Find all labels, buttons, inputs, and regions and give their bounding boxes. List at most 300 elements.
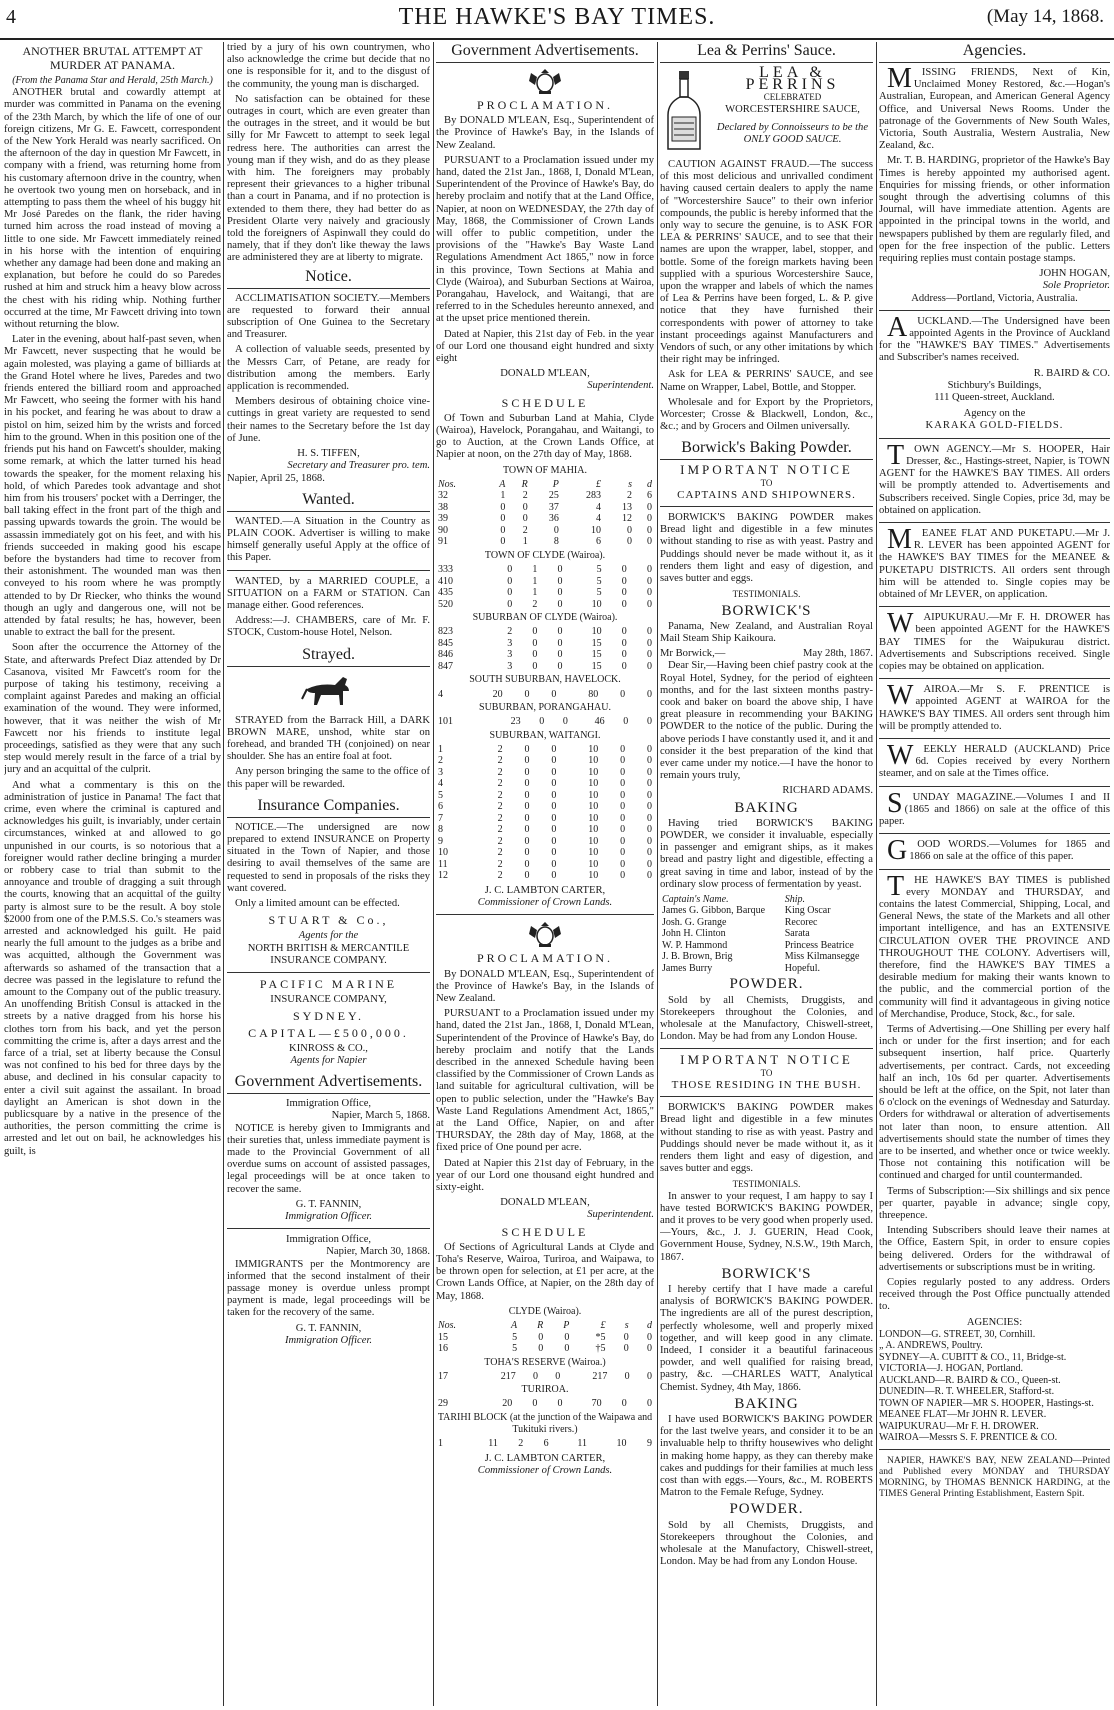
table-row [436,536,654,548]
notice-text: Members desirous of obtaining choice vine-cuttings in great variety are requested to send their names to the Secretary before the 1st day of June. [227,396,430,444]
table-cell: 0 [647,626,652,638]
table-cell: 0 [647,801,652,813]
table-header-row [436,1320,654,1332]
table-cell: 0 [533,1370,539,1382]
table-cell: 2 [497,835,503,847]
town-agency: TOWN AGENCY.—Mr S. HOOPER, Hair Dresser, &c., Hastings-street, Napier, is TOWN AGENT for the HAWKE'S BAY TIMES. All orders will be promptly attended to. Advertisements and Subscribers received. Single Copies, price 3d, may be obtained on application. [879,439,1110,516]
table-cell: 1 [500,490,506,502]
testimonials-label: TESTIMONIALS. [732,1179,801,1190]
table-cell: 0 [621,649,627,661]
borwick-brand: BAKING [734,799,799,816]
table-cell: 0 [647,587,652,599]
table-cell: 0 [647,789,652,801]
table-cell: 5 [438,789,443,801]
divider [879,678,1110,679]
table-cell: 0 [620,847,626,859]
table-cell: 10 [588,789,599,801]
section-heading-government: Government Advertisements. [436,42,654,63]
article-heading: ANOTHER BRUTAL ATTEMPT AT MURDER AT PANAMA. [22,44,203,72]
auckland-agency: AUCKLAND.—The Undersigned have been appointed Agents in the Province of Auckland for the "HAWKE'S BAY TIMES." Advertisements and Subscriber's names received. [879,311,1110,364]
proclamation-dated: Dated at Napier this 21st day of February, in the year of our Lord one thousand eight hundred and sixty-eight. [436,1157,654,1193]
table-row [660,940,873,952]
table-cell: 0 [647,1370,652,1382]
table-cell: 23 [510,716,521,728]
table-cell: 46 [594,716,605,728]
borwick-sold: Sold by all Chemists, Druggists, and Storekeepers throughout the Colonies, and wholesale at the Manufactory, Chiswell-street, London. May be had from any London House. [660,994,873,1043]
table-cell: 90 [438,524,448,536]
column-notices [227,42,430,1706]
table-cell: 0 [524,812,530,824]
section-heading-insurance: Insurance Companies. [227,797,430,818]
important-audience: CAPTAINS AND SHIPOWNERS. [677,488,856,501]
table-row [436,859,654,871]
table-cell: 6 [595,536,601,548]
table-cell: 12 [438,870,448,882]
table-cell: 0 [621,587,627,599]
agencies-list [879,1329,1110,1444]
land-table-title: CLYDE (Wairoa). [508,1305,582,1317]
table-cell: 2 [497,743,503,755]
missing-friends-ad: MISSING FRIENDS, Next of Kin, Unclaimed Money Restored, &c.—Hogan's Australian, European, and American General Agency Office, and Universal News Rooms. Under the patronage of the Governments of New South Wales, Victoria, South Australia, Western Australia, New Zealand, &c. [879,63,1110,152]
table-header-cell: A [510,1320,518,1331]
table-cell: 217 [592,1370,608,1382]
table-cell: 36 [548,513,559,525]
land-table [436,689,654,701]
table-cell: 0 [507,587,513,599]
table-cell: 0 [647,688,652,700]
important-audience: THOSE RESIDING IN THE BUSH. [671,1078,862,1091]
land-table [436,744,654,882]
table-header-cell: d [647,1320,652,1331]
table-cell: 0 [623,1343,629,1354]
borwick-testimonial: I hereby certify that I have made a careful analysis of BORWICK'S BAKING POWDER. The ingredients are all of the purest description, perfectly wholesome, well and properly mixed together, and will keep good in any climate. Indeed, I consider it a beautiful farinaceous powder, and well qualified for raising bread, pastry, &c. —CHARLES WATT, Analytical Chemist. Sydney, 4th May, 1866. [660,1283,873,1393]
table-cell: 0 [524,755,530,767]
divider [879,310,1110,311]
table-cell: 10 [588,870,599,882]
land-table-title: TOWN OF CLYDE (Wairoa). [484,549,606,561]
table-cell: 0 [551,835,557,847]
commissioner-title: Commissioner of Crown Lands. [477,897,613,909]
table-cell: 0 [522,501,528,513]
table-cell: 0 [620,743,626,755]
borwick-testimonial: Having tried BORWICK'S BAKING POWDER, we consider it invaluable, especially in passenger and emigrant ships, as it makes bread and pastry light and digestible, effecting a great saving in time and labor, instead of by the ordinary slow process of fermentation by yeast. [660,817,873,890]
land-table-title: SUBURBAN, PORANGAHAU. [479,702,611,713]
table-cell: 2 [497,755,503,767]
table-row [436,870,654,882]
divider [227,1228,430,1229]
table-cell: 25 [548,490,559,502]
lea-perrins-product: WORCESTERSHIRE SAUCE, [725,103,860,115]
column-advertisements [660,42,873,1706]
immigration-notice: NOTICE is hereby given to Immigrants and their sureties that, unless immediate payment is made to the Provincial Government of all overdue sums on account of assisted passages, legal proceedings will be at once taken to recover the same. [227,1122,430,1195]
table-row [436,1398,654,1410]
article-paragraph: Soon after the occurrence the Attorney of the State, and afterwards Prefect Diaz attended by Dr Casanova, visited Mr Fawcett's room for the purpose of taking his testimony, receiving a complaint against Paredes and making an official examination of the wound. They were informed, however, that it was neither the wish of Mr Fawcett nor his friends to institute legal proceedings, satisfied as they were that any such step would merely result in the farce of a trial by jury and an acquittal of the culprit. [4,642,221,776]
table-cell: 823 [438,626,453,638]
table-cell: 5 [512,1331,518,1343]
divider [660,506,873,507]
table-cell: 0 [620,789,626,801]
column-government [436,42,654,1706]
divider [879,606,1110,607]
table-cell: 8 [553,536,559,548]
table-row [660,963,873,975]
section-heading-agencies: Agencies. [879,42,1110,63]
divider [227,972,430,973]
table-cell: 2 [497,812,503,824]
table-cell: 1 [532,575,538,587]
table-row [436,744,654,756]
page-number: 4 [6,6,16,28]
commissioner-signature: J. C. LAMBTON CARTER, [484,884,606,896]
table-cell: 0 [500,524,506,536]
lea-perrins-name: LEA & PERRINS [745,64,840,94]
table-cell: 3 [507,660,513,672]
newspaper-title: THE HAWKE'S BAY TIMES. [398,4,716,30]
table-row [436,790,654,802]
lea-perrins-celebrated: CELEBRATED [763,92,822,103]
section-heading-strayed: Strayed. [227,646,430,667]
table-cell: 0 [557,598,563,610]
section-heading-wanted: Wanted. [227,491,430,512]
land-table-title: TOHA'S RESERVE (Wairoa.) [484,1356,606,1368]
table-cell: 0 [647,564,652,576]
table-cell: 38 [438,501,448,513]
table-cell: 2 [497,789,503,801]
borwick-brand: BORWICK'S [721,602,812,619]
table-cell: 10 [588,766,599,778]
table-cell: 0 [647,766,652,778]
table-cell: 7 [438,812,443,824]
table-row [436,847,654,859]
table-cell: 0 [524,847,530,859]
immigration-signature-title: Immigration Officer. [284,1211,373,1223]
subscription-terms: Terms of Subscription:—Six shillings and six pence per quarter, payable in advance; single copy, threepence. [879,1185,1110,1222]
insurance-notice: NOTICE.—The undersigned are now prepared to extend INSURANCE on Property situated in the Town of Napier, and those desiring to avail themselves of the same are requested to send in proposals of the risks they want covered. [227,821,430,894]
divider [879,869,1110,870]
table-cell: 10 [591,598,602,610]
immigration-office: Immigration Office, [285,1098,372,1110]
table-row [436,1343,654,1355]
borwick-brand: BAKING [734,1395,799,1412]
pacific-subtitle: INSURANCE COMPANY, [270,994,387,1006]
table-cell: 435 [438,587,453,599]
proclamation-signature: DONALD M'LEAN, [500,1197,590,1209]
commissioner-signature: J. C. LAMBTON CARTER, [484,1452,606,1464]
table-cell: 0 [532,626,538,638]
table-cell: 0 [647,870,652,882]
table-cell: 0 [620,778,626,790]
pacific-city: SYDNEY. [292,1009,365,1024]
table-cell: 10 [588,801,599,813]
divider [879,738,1110,739]
table-cell: 2 [518,1438,524,1450]
table-row [436,836,654,848]
table-row [436,564,654,576]
sauce-bottle-icon [660,69,708,153]
table-header-cell: s [624,1320,629,1331]
immigration-office: Immigration Office, [285,1234,372,1246]
land-table [436,1398,654,1410]
table-cell: 0 [564,1331,570,1343]
table-cell: 0 [624,1370,630,1382]
borwick-brand: POWDER. [729,976,804,993]
table-cell: †5 [595,1343,606,1354]
agency-list-item: WAIPUKURAU—Mr F. H. DROWER. [879,1420,1039,1432]
table-cell: 20 [502,1398,513,1410]
table-cell: 0 [647,1343,652,1354]
pacific-agent-name: KINROSS & CO., [289,1042,368,1054]
table-cell: 101 [438,716,453,728]
insurance-agent-name: STUART & Co., [268,913,389,928]
table-cell: 3 [507,637,513,649]
table-cell: John H. Clinton [662,928,726,940]
table-cell: 2 [507,626,513,638]
table-cell: 70 [591,1398,602,1410]
table-cell: 6 [647,490,652,502]
table-cell: 410 [438,575,453,587]
land-table-title: TOWN OF MAHIA. [503,464,587,476]
table-row [436,767,654,779]
table-row [436,716,654,728]
section-heading-notice: Notice. [227,268,430,289]
wairoa-agency: WAIROA.—Mr S. F. PRENTICE is appointed AGENT at WAIROA for the HAWKE'S BAY TIMES. All orders sent through him will be promptly attended to. [879,680,1110,732]
table-cell: 0 [539,716,545,728]
table-cell: 0 [551,847,557,859]
table-header-cell: R [537,1320,544,1331]
table-cell: 0 [620,812,626,824]
table-cell: 0 [557,637,563,649]
borwick-testimonial: Dear Sir,—Having been chief pastry cook at the Royal Hotel, Sydney, for the period of eighteen months, and for the last sixteen months pastry-cook and baker on board the above ship, I have great pleasure in recommending your BAKING POWDER to the notice of the public. During the above periods I have constantly used it, and it and consider it the best preparation of the kind that ever came under my notice.—I have the honor to remain yours truly, [660,660,873,782]
table-cell: 5 [596,587,602,599]
auckland-address: 111 Queen-street, Auckland. [934,392,1055,404]
table-row [436,525,654,537]
agency-list-item: WAIROA—Messrs S. F. PRENTICE & CO. [879,1432,1058,1444]
insurance-notice: Only a limited amount can be effected. [235,897,400,909]
article-source: (From the Panama Star and Herald, 25th March.) [12,75,213,86]
table-cell: 0 [500,501,506,513]
land-table [436,1371,654,1383]
table-cell: King Oscar [784,905,831,917]
table-cell: 15 [438,1331,448,1343]
borwick-brand: POWDER. [729,1501,804,1518]
land-table [436,564,654,610]
table-cell: 0 [620,835,626,847]
table-cell: 0 [524,688,530,700]
table-cell: 0 [647,524,652,536]
immigration-signature: G. T. FANNIN, [295,1198,362,1210]
table-cell: 4 [438,778,443,790]
agency-list-item: LONDON—G. STREET, 30, Cornhill. [879,1328,1036,1340]
article-paragraph: ANOTHER brutal and cowardly attempt at murder was committed in Panama on the evening of the 23th March, by which the life of one of our foreign citizens, Mr G. E. Fawcett, correspondent of the New York Herald was nearly sacrificed. On the afternoon of the day in question Mr Fawcett, in company with a friend, was returning home from his customary afternoon drive in the country, when he overtook two young men on horseback, and in attempting to pass them the wheel of his buggy hit Mr José Paredes on the flank, the rider having turned him across the road instead of moving a little to one side. Mr Fawcett immediately reined in his horse with the intention of enquiring whether any damage had been done and making an explanation, but before he could do so Paredes rushed at him and struck him a heavy blow across the chest with his riding whip. Nothing further occurred at the time, Mr Fawcett driving into town without returning the blow. [4,87,221,331]
table-cell: 2 [497,778,503,790]
table-cell: 0 [522,513,528,525]
table-cell: 8 [438,824,443,836]
table-cell: 10 [588,743,599,755]
table-cell: 32 [438,490,448,502]
table-cell: 0 [551,858,557,870]
missing-friends-signature: JOHN HOGAN, [1039,268,1110,280]
table-cell: 0 [524,870,530,882]
table-row [436,649,654,661]
immigration-signature-title: Immigration Officer. [284,1334,373,1346]
table-cell: 29 [438,1398,448,1410]
table-cell: 0 [620,801,626,813]
table-cell: 0 [551,766,557,778]
table-row [436,599,654,611]
table-cell: 0 [647,575,652,587]
table-cell: 11 [488,1438,498,1450]
lea-perrins-wholesale: Wholesale and for Export by the Proprietors, Worcester; Crosse & Blackwell, London, &c., &c.; and by Grocers and Oilmen universally. [660,396,873,433]
article-paragraph: And what a commentary is this on the administration of justice in Panama! The fact that crime, even where the criminal is captured and acknowledges his guilt, is invariably, under certain circumstances, winked at and allowed to go unpunished in our courts, is so notorious that a foreigner would rather decline bringing a murder or robbery case to trial than submit to the annoyance and trouble of dragging a suit through the courts, knowing that an acquittal of the guilty party is almost sure to be the result. A boy stole $2000 from one of the P.M.S.S. Co.'s steamers was arrested and acknowledged his guilt. He paid nearly the full amount to the judges as a bribe and was acquitted, although the Government was afterwards so ashamed of the transaction that a decree was passed in the legislature to refund the amount to the Company out of the public treasury. An unoffending British Consul is attacked in the streets by a native dragged from his horse his clothes torn from his back, and yet the person committing the crime is, after a days arrest and the farce of a trial, set at liberty because the Consul was not confined to his bed for three days by the abuse, and declined in his consular capacity to enter a civil suit against the assailant. In broad daylight an American is shot down in the publicsquare by a native in the presence of the authorities, the person committing the crime is arrested and let out on bail, he acknowledges his guilt, is [4,779,221,1157]
table-cell: 9 [438,835,443,847]
table-cell: 2 [497,870,503,882]
table-cell: 0 [524,824,530,836]
divider [879,1449,1110,1450]
table-cell: 2 [497,824,503,836]
borwick-brand: BORWICK'S [721,1265,812,1282]
table-cell: 0 [524,743,530,755]
agency-list-item: AUCKLAND—R. BAIRD & CO., Queen-st. [879,1374,1061,1386]
table-cell: 0 [647,812,652,824]
table-cell: 0 [647,835,652,847]
important-notice: IMPORTANT NOTICE [680,462,853,478]
table-cell: 0 [507,564,513,576]
proclamation-body: PURSUANT to a Proclamation issued under my hand, dated the 21st Jan., 1868, I, Donald M'Lean, Superintendent of the Province of Hawke's Bay, do hereby proclaim and notify that the Lands described in the annexed Schedule having been classified by the Commissioner of Crown Lands as land suitable for agricultural cultivation, will be open to public selection, under the "Hawke's Bay Waste Land Regulations Amendment Act, 1865," at the Land Office, Napier, on and after THURSDAY, the 28th day of May, 1868, at the fixed price of One pound per acre. [436,1008,654,1154]
table-cell: 0 [621,598,627,610]
land-table-title: SUBURBAN OF CLYDE (Wairoa). [472,612,618,624]
table-cell: 10 [588,812,599,824]
table-cell: 0 [647,1398,652,1410]
proclamation-body: PURSUANT to a Proclamation issued under my hand, dated the 21st Jan., 1868, I, Donald M'Lean, Superintendent of the Province of Hawke's Bay, do hereby proclaim and notify that at the Land Office, Napier, at noon on WEDNESDAY, the 27th day of May, 1868, the Commissioner of Crown Lands will offer to public competition, under the provisions of the "Hawke's Bay Waste Land Regulations Amendment Act 1865," now in force in this province, Town Sections at Mahia and Clyde (Wairoa), and Suburban Sections at Wairoa, Porangahau, Havelock, and Waitangi, that are referred to in the Schedules hereunto annexed, and at the upset price mentioned therein. [436,154,654,325]
table-cell: 0 [507,598,513,610]
table-header-cell: £ [595,478,601,490]
table-cell: 0 [524,789,530,801]
table-cell: 0 [647,716,652,728]
table-cell: 1 [532,587,538,599]
divider [879,522,1110,523]
table-cell: 0 [532,649,538,661]
table-cell: 11 [438,858,448,870]
karaka-agency: Agency on the [963,408,1026,420]
borwick-sold: Sold by all Chemists, Druggists, and Storekeepers throughout the Colonies, and wholesale at the Manufactory, Chiswell-street, London. May be had from any London House. [660,1519,873,1568]
proclamation-signature-title: Superintendent. [587,380,654,392]
table-header-cell: R [521,478,528,490]
table-cell: 0 [551,870,557,882]
borwick-testimonial: In answer to your request, I am happy to say I have tested BORWICK'S BAKING POWDER, and it proves to be very good when properly used.—Yours, &c., J. J. GUERIN, Head Cook, Government House, Sydney, N.S.W., 19th March, 1867. [660,1190,873,1263]
table-cell: 0 [647,1331,652,1343]
notice-text: A collection of valuable seeds, presented by the Messrs Carr, of Petane, are ready for distribution among the members. Early application is recommended. [227,344,430,393]
wanted-ad: WANTED, by a MARRIED COUPLE, a SITUATION on a FARM or STATION. Can manage either. Good references. [227,575,430,611]
proclamation-dated: Dated at Napier, this 21st day of Feb. in the year of our Lord one thousand eight hundred and sixty eight [436,328,654,365]
weekly-herald-ad: WEEKLY HERALD (AUCKLAND) Price 6d. Copies received by every Northern steamer, and on sale at the Times office. [879,739,1110,780]
table-cell: 0 [551,688,557,700]
article-paragraph: Later in the evening, about half-past seven, when Mr Fawcett, never suspecting that he would be again molested, was playing a game of billiards at the Grand Hotel where he lives, Paredes and two friends entered the billiard room and approached Mr Fawcett, who seeing the former with his hand in his pocket, and fearing he was about to draw a pistol on him, seized him by the wrists and forced him to the ground. When in this position one of the friends put his hand on Fawcett's shoulder, making some remark, at which the latter turned his head towards the speaker, for the moment relaxing his hold, of which Paredes took advantage and shot him from his trousers' pocket with a Derringer, the ball taking effect in the front part of the thigh and passing upwards towards the groin. The would be assassin immediately got on his feet, and with his friends succeeded in making good his escape before the bystanders had time to recover from their astonishment. The wounded man was then conveyed to his room where he was promptly attended to by Dr Riecker, who thinks the wound though an ugly and dangerous one, will not be attended by fatal results; he has, however, been unable to extract the ball for the present. [4,334,221,639]
missing-friends-title: Sole Proprietor. [1042,280,1110,292]
table-cell: 11 [577,1438,588,1450]
section-heading-lea-perrins: Lea & Perrins' Sauce. [660,42,873,63]
good-words-ad: GOOD WORDS.—Volumes for 1865 and 1866 on sale at the office of this paper. [887,835,1110,867]
divider [879,438,1110,439]
table-cell: 0 [557,649,563,661]
table-cell: J. B. Brown, Brig [662,951,733,963]
table-cell: 0 [524,858,530,870]
table-cell: 2 [497,847,503,859]
table-cell: 0 [620,755,626,767]
table-row [436,778,654,790]
column-rule [876,42,877,1706]
table-cell: James Burry [662,962,713,974]
table-header-cell: s [628,478,632,490]
table-cell: 0 [500,536,506,548]
strayed-ad: STRAYED from the Barrack Hill, a DARK BROWN MARE, unshod, white star on forehead, and branded TH (conjoined) on near shoulder. She has an entire foal at foot. [227,714,430,763]
auckland-agent: R. BAIRD & CO. [1033,367,1110,379]
table-cell: 0 [627,524,632,536]
table-row [436,801,654,813]
table-row [436,502,654,514]
borwick-description: BORWICK'S BAKING POWDER makes Bread light and digestible in a few minutes without standing to rise as with yeast. Pastry and Puddings should never be made without it, as it renders them light and easy of digestion, and saves butter and eggs. [660,512,873,585]
table-cell: 0 [557,626,563,638]
pacific-agent-label: Agents for Napier [290,1055,367,1066]
table-cell: 0 [551,812,557,824]
land-table [436,1320,654,1355]
table-cell: 2 [497,766,503,778]
table-cell: Josh. G. Grange [662,916,727,928]
sunday-magazine-ad: SUNDAY MAGAZINE.—Volumes I and II (1865 and 1866) on sale at the office of this paper. [879,787,1110,827]
table-cell: 0 [647,755,652,767]
table-cell: 0 [551,824,557,836]
table-cell: 520 [438,598,453,610]
royal-crest-icon [525,67,565,95]
table-header-cell: P [552,478,559,490]
table-cell: 10 [616,1438,627,1450]
table-row [436,755,654,767]
insurance-company-name: NORTH BRITISH & MERCANTILE INSURANCE COMPANY. [247,942,410,966]
table-cell: 0 [627,536,632,548]
table-cell: 9 [647,1438,652,1450]
printer-imprint: NAPIER, HAWKE'S BAY, NEW ZEALAND—Printed and Published every MONDAY and THURSDAY MORNING, by THOMAS BENNICK HARDING, at the TIMES General Printing Establishment, Eastern Spit. [879,1454,1110,1499]
table-cell: 845 [438,637,453,649]
table-row [660,951,873,963]
table-cell: 4 [438,688,443,700]
table-cell: 0 [647,501,652,513]
article-continuation: No satisfaction can be obtained for these outrages in court, which are even greater than the outrages in the street, and it would be but silly for Mr Fawcett to attempt to seek legal redress here. The authorities can arrest the young man if they wish, and do as they please with him. The foreigners may probably represent their grievances to a higher tribunal than a court in Panama, and if no protection is extended to them there, they had better do as President Olarte very naively and graciously told the foreigners of Aspinwall they could do namely, that if they don't like theway the laws are administered they are at liberty to migrate. [227,93,430,264]
pacific-capital: CAPITAL—£500,000. [248,1025,409,1040]
land-table-title: SOUTH SUBURBAN, HAVELOCK. [469,674,621,686]
table-cell: 2 [522,524,528,536]
table-header-cell: Nos. [438,478,457,490]
table-cell: 37 [548,501,559,513]
divider [879,833,1110,834]
table-cell: 1 [438,743,443,755]
table-cell: 333 [438,564,453,576]
divider [436,914,654,915]
lea-perrins-ask: Ask for LEA & PERRINS' SAUCE, and see Name on Wrapper, Label, Bottle, and Stopper. [660,369,873,393]
table-cell: 10 [588,755,599,767]
table-row [436,1332,654,1344]
table-cell: 283 [585,490,601,502]
table-cell: W. P. Hammond [662,939,728,951]
table-cell: 20 [492,688,503,700]
table-cell: 10 [591,626,602,638]
agencies-list-heading: AGENCIES: [966,1316,1023,1328]
table-row [436,638,654,650]
notice-signature: H. S. TIFFEN, [297,448,360,460]
schedule-title: SCHEDULE [501,1224,589,1239]
table-cell: 0 [647,778,652,790]
proclamation-by: By DONALD M'LEAN, Esq., Superintendent of the Province of Hawke's Bay, in the Islands of New Zealand. [436,968,654,1004]
table-cell: 0 [620,858,626,870]
proclamation-signature: DONALD M'LEAN, [500,368,590,380]
